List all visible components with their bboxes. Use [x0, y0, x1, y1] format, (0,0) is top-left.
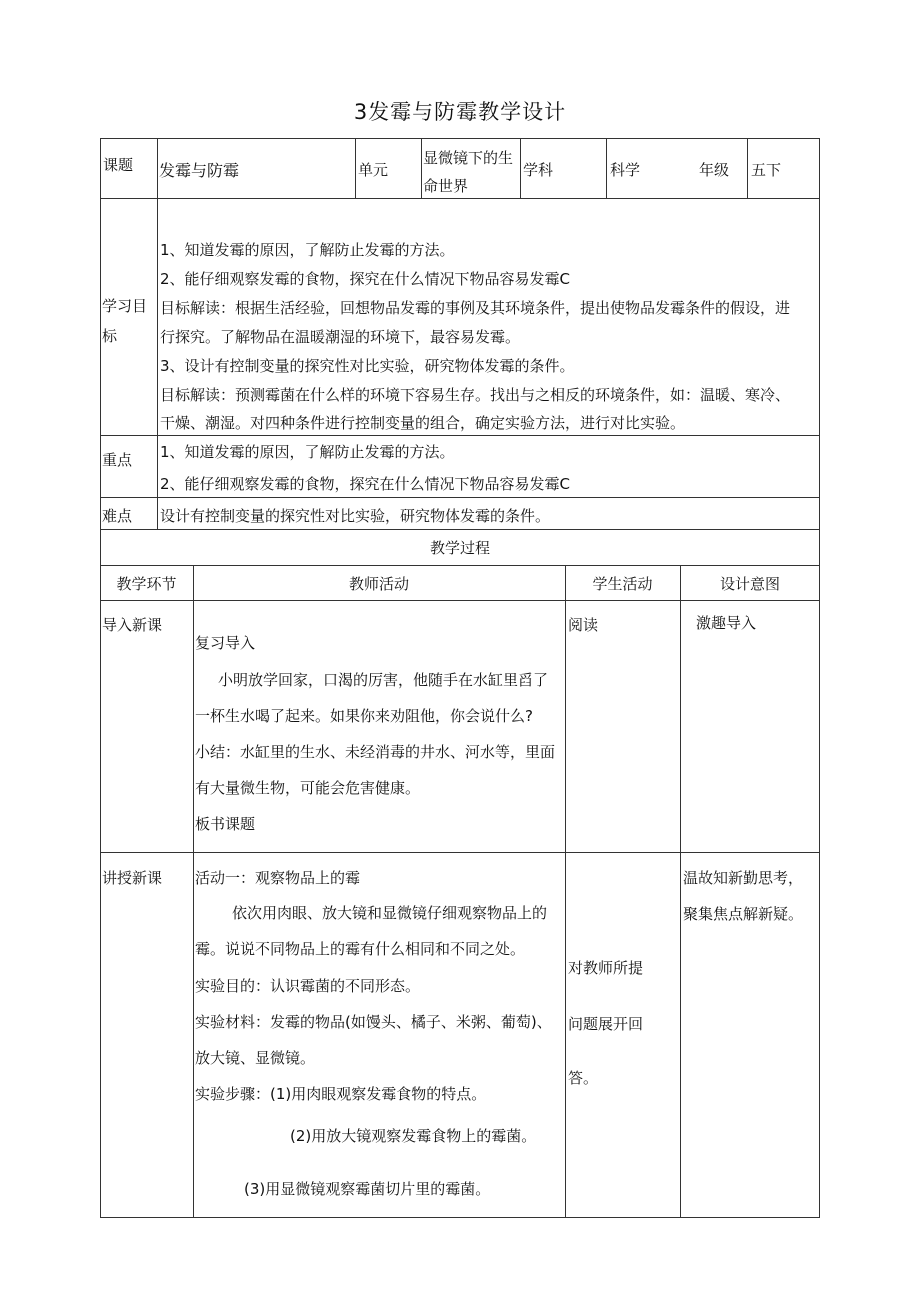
teacher-line: 依次用肉眼、放大镜和显微镜仔细观察物品上的	[232, 904, 548, 922]
design-intent: 激趣导入	[696, 614, 757, 632]
stage-cell: 导入新课	[102, 616, 163, 634]
column-header-stage: 教学环节	[116, 575, 177, 593]
teacher-line: 小明放学回家，口渴的厉害，他随手在水缸里舀了	[218, 671, 549, 689]
objective-line: 目标解读：预测霉菌在什么样的环境下容易生存。找出与之相反的环境条件，如：温暖、寒冷、	[160, 386, 791, 404]
topic-value: 发霉与防霉	[159, 161, 240, 180]
teacher-line: 放大镜、显微镜。	[195, 1049, 316, 1067]
difficulty-label: 难点	[102, 507, 133, 525]
teacher-line: 有大量微生物，可能会危害健康。	[195, 779, 421, 797]
student-activity: 答。	[568, 1069, 599, 1087]
subject-value: 科学	[610, 161, 641, 179]
key-points-label: 重点	[102, 451, 133, 469]
grade-label: 年级	[699, 161, 730, 179]
design-intent: 聚集焦点解新疑。	[683, 905, 804, 923]
design-intent: 温故知新勤思考，	[683, 869, 804, 887]
unit-value-line2: 命世界	[423, 177, 469, 195]
subject-label: 学科	[523, 161, 554, 179]
teacher-line: 一杯生水喝了起来。如果你来劝阻他，你会说什么?	[195, 707, 533, 725]
stage-cell: 讲授新课	[102, 869, 163, 887]
teacher-line: 实验步骤：(1)用肉眼观察发霉食物的特点。	[195, 1085, 487, 1103]
teacher-line: 活动一：观察物品上的霉	[195, 869, 361, 887]
objective-line: 2、能仔细观察发霉的食物，探究在什么情况下物品容易发霉C	[160, 270, 571, 288]
objectives-label-line2: 标	[102, 327, 118, 345]
objective-line: 行探究。了解物品在温暖潮湿的环境下，最容易发霉。	[160, 328, 521, 346]
topic-label: 课题	[103, 156, 134, 174]
teacher-line: 实验材料：发霉的物品(如馒头、橘子、米粥、葡萄)、	[195, 1013, 552, 1031]
process-heading: 教学过程	[429, 539, 490, 557]
unit-value-line1: 显微镜下的生	[423, 149, 514, 167]
teacher-line: 小结：水缸里的生水、未经消毒的井水、河水等，里面	[195, 743, 556, 761]
objective-line: 干燥、潮湿。对四种条件进行控制变量的组合，确定实验方法，进行对比实验。	[160, 414, 686, 432]
teacher-line: 板书课题	[195, 815, 256, 833]
column-header-teacher: 教师活动	[348, 575, 409, 593]
teacher-line: 实验目的：认识霉菌的不同形态。	[195, 977, 421, 995]
key-point-line: 2、能仔细观察发霉的食物，探究在什么情况下物品容易发霉C	[160, 475, 571, 493]
student-activity: 对教师所提	[568, 959, 644, 977]
teacher-line: (3)用显微镜观察霉菌切片里的霉菌。	[244, 1180, 491, 1198]
unit-label: 单元	[358, 161, 389, 179]
student-activity: 问题展开回	[568, 1015, 644, 1033]
grade-value: 五下	[751, 161, 782, 179]
key-point-line: 1、知道发霉的原因，了解防止发霉的方法。	[160, 443, 455, 461]
objective-line: 3、设计有控制变量的探究性对比实验，研究物体发霉的条件。	[160, 357, 575, 375]
objectives-label-line1: 学习目	[102, 297, 148, 315]
objective-line: 目标解读：根据生活经验，回想物品发霉的事例及其环境条件，提出使物品发霉条件的假设，进	[160, 299, 791, 317]
objective-line: 1、知道发霉的原因，了解防止发霉的方法。	[160, 241, 455, 259]
teacher-line: 复习导入	[195, 634, 256, 652]
page-title: 3发霉与防霉教学设计	[353, 100, 567, 124]
difficulty-text: 设计有控制变量的探究性对比实验，研究物体发霉的条件。	[160, 507, 551, 525]
student-activity: 阅读	[568, 616, 599, 634]
teacher-line: (2)用放大镜观察发霉食物上的霉菌。	[290, 1127, 537, 1145]
column-header-intent: 设计意图	[719, 575, 780, 593]
column-header-student: 学生活动	[592, 575, 653, 593]
teacher-line: 霉。说说不同物品上的霉有什么相同和不同之处。	[195, 940, 526, 958]
